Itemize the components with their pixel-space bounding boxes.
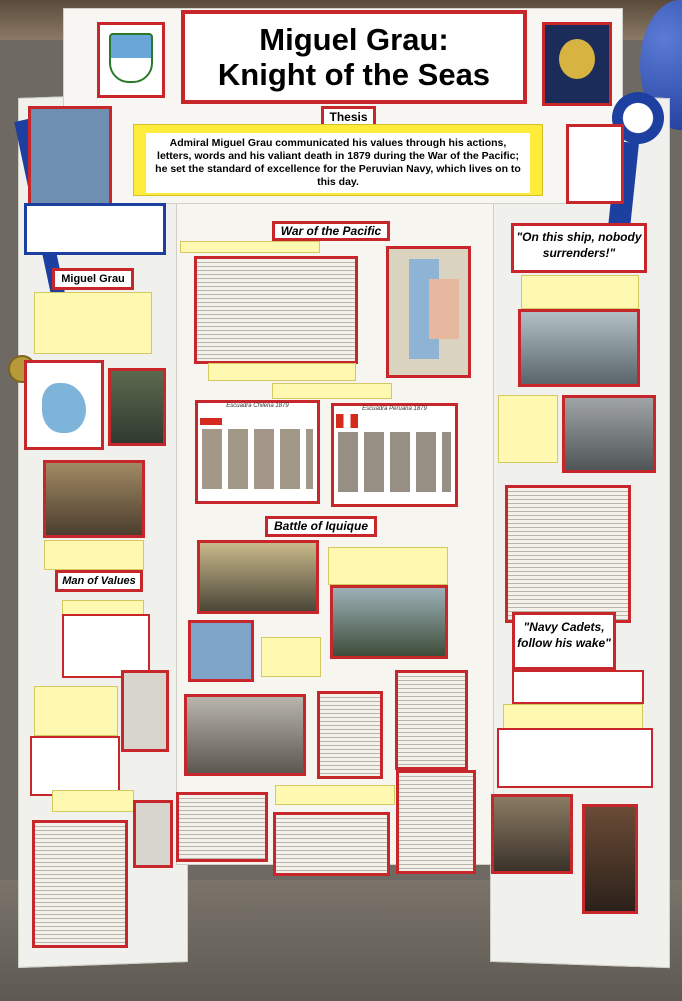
caption-note [275, 785, 395, 805]
biography-note [34, 292, 152, 354]
title-line-2: Knight of the Seas [217, 57, 491, 92]
thesis-box [133, 124, 543, 196]
peru-flag [336, 414, 358, 428]
chile-squadron-chart [195, 400, 320, 504]
angamos-note [498, 395, 558, 463]
section-man-of-values: Man of Values [55, 570, 143, 592]
handwritten-letter [273, 812, 390, 876]
naval-battle-painting [518, 309, 640, 387]
family-letter [32, 820, 128, 948]
esmeralda-note [261, 637, 321, 677]
sinking-painting [330, 585, 448, 659]
section-battle-of-iquique: Battle of Iquique [265, 516, 377, 537]
young-grau-portrait [108, 368, 166, 446]
manuscript-letter [396, 770, 476, 874]
legacy-note [512, 670, 644, 704]
section-war-of-the-pacific: War of the Pacific [272, 221, 390, 241]
museum-photo [491, 794, 573, 874]
caption-note [208, 363, 356, 381]
page-title [181, 10, 527, 104]
thesis-text: Admiral Miguel Grau communicated his values through his actions, letters, words and his valiant death in 1879 during the War of the Pacific; he set the standard of excellence for the Peruvian Navy, which lives on to this day. [146, 133, 530, 193]
ship-photo [28, 106, 112, 210]
huascar-photo [184, 694, 306, 776]
peru-squadron-chart [331, 403, 458, 507]
peru-map [24, 360, 104, 450]
caption-note [272, 383, 392, 399]
values-quote [62, 614, 150, 678]
info-card [24, 203, 166, 255]
chile-squadron-title: Escuadra Chilena 1879 [226, 403, 289, 409]
grau-monument-photo [562, 395, 656, 473]
letter-document [317, 691, 383, 779]
caption-note [52, 790, 134, 812]
battle-note [328, 547, 448, 585]
newspaper-article [194, 256, 358, 364]
chile-flag [200, 411, 222, 425]
newspaper-clipping [505, 485, 631, 623]
esmeralda-map [188, 620, 254, 682]
peru-squadron-title: Escuadra Peruana 1879 [362, 406, 427, 412]
battle-painting [197, 540, 319, 614]
ribbon-card [566, 124, 624, 204]
quote-navy-cadets: "Navy Cadets, follow his wake" [512, 612, 616, 670]
peru-coat-of-arms [97, 22, 165, 98]
family-photo [133, 800, 173, 868]
grau-portrait [43, 460, 145, 538]
quote-nobody-surrenders: "On this ship, nobody surrenders!" [511, 223, 647, 273]
duty-note [34, 686, 118, 736]
date-note [180, 241, 320, 253]
letter-quote [30, 736, 120, 796]
legacy-note-3 [497, 728, 653, 788]
caption-note [44, 540, 144, 570]
title-line-1: Miguel Grau: [259, 22, 449, 57]
peru-navy-emblem [542, 22, 612, 106]
memorial-photo [582, 804, 638, 914]
section-miguel-grau: Miguel Grau [52, 268, 134, 290]
war-map [386, 246, 471, 378]
thesis-label: Thesis [321, 106, 376, 128]
grau-uniform-portrait [121, 670, 169, 752]
quote-note [521, 275, 639, 309]
letter-scan [176, 792, 268, 862]
telegram-document [395, 670, 468, 770]
